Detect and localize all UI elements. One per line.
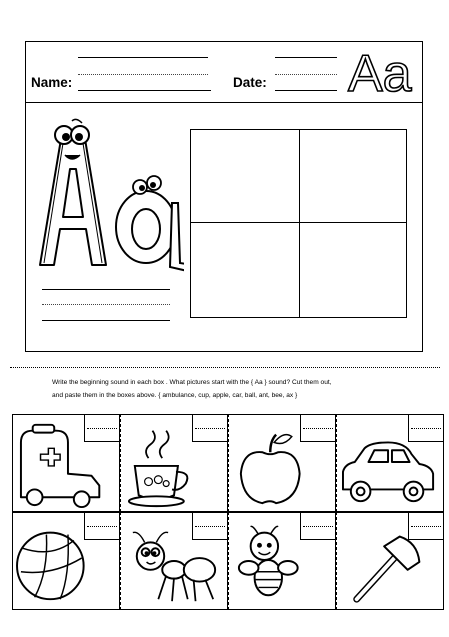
picture-card-cup[interactable] bbox=[120, 414, 228, 512]
instructions bbox=[52, 376, 412, 402]
name-line-mid bbox=[78, 74, 208, 75]
instructions-line-1: Write the beginning sound in each box . What pictures start with the { Aa } sound? Cut them out, bbox=[52, 379, 332, 386]
picture-card-apple[interactable] bbox=[228, 414, 336, 512]
name-line-top bbox=[78, 57, 208, 58]
grid-vertical-divider bbox=[299, 130, 300, 317]
answer-box[interactable] bbox=[84, 512, 120, 540]
write-line-mid bbox=[42, 304, 170, 305]
picture-card-ball[interactable] bbox=[12, 512, 120, 610]
answer-box[interactable] bbox=[300, 414, 336, 442]
date-line-top bbox=[275, 57, 337, 58]
answer-box[interactable] bbox=[84, 414, 120, 442]
write-line-base[interactable] bbox=[42, 320, 170, 321]
write-line-top bbox=[42, 289, 170, 290]
answer-box[interactable] bbox=[192, 414, 228, 442]
svg-text:Aa: Aa bbox=[348, 45, 412, 97]
picture-card-ant[interactable] bbox=[120, 512, 228, 610]
instructions-line-2: and paste them in the boxes above. { ambulance, cup, apple, car, ball, ant, bee, ax } bbox=[52, 392, 298, 399]
answer-box[interactable] bbox=[192, 512, 228, 540]
name-line-base[interactable] bbox=[78, 90, 211, 91]
paste-grid[interactable] bbox=[190, 129, 407, 318]
picture-card-ambulance[interactable] bbox=[12, 414, 120, 512]
date-line-mid bbox=[275, 74, 337, 75]
header-band bbox=[26, 42, 422, 103]
date-line-base[interactable] bbox=[275, 90, 337, 91]
name-label: Name: bbox=[31, 75, 73, 90]
date-label: Date: bbox=[233, 75, 267, 90]
picture-card-car[interactable] bbox=[336, 414, 444, 512]
letter-aa-outline bbox=[346, 45, 420, 97]
answer-box[interactable] bbox=[300, 512, 336, 540]
cut-line bbox=[10, 367, 440, 368]
answer-box[interactable] bbox=[408, 512, 444, 540]
picture-card-bee[interactable] bbox=[228, 512, 336, 610]
answer-box[interactable] bbox=[408, 414, 444, 442]
grid-horizontal-divider bbox=[191, 222, 406, 223]
picture-card-ax[interactable] bbox=[336, 512, 444, 610]
letter-characters-icon bbox=[32, 117, 184, 277]
picture-grid bbox=[12, 414, 444, 610]
worksheet-top-box bbox=[25, 41, 423, 352]
